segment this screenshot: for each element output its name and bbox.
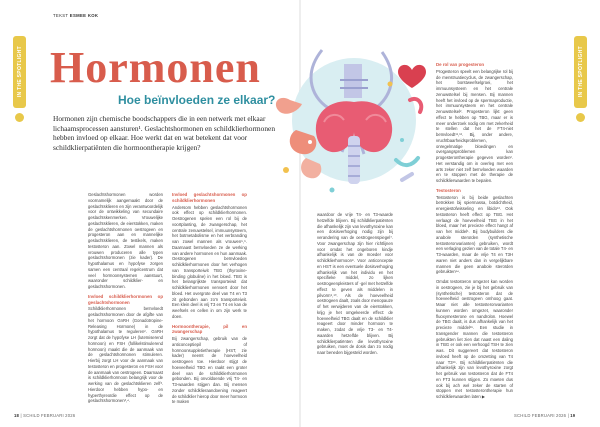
section-heading: Testosteron [436,187,461,193]
section-dot-icon [576,113,585,122]
footer-left [14,413,75,418]
section-dot-icon [15,113,24,122]
section-tab-left [13,36,26,108]
section-tab-label: IN THE SPOTLIGHT [16,46,23,98]
article-title: Hormonen [50,43,261,92]
article-intro: Hormonen zijn chemische boodschappers die in een netwerk met elkaar lichaamsprocessen aansturen¹. Geslachtshormonen en schildklierhormonen hebben invloed op elkaar. Hoe werkt dat en wat betekent dat voor schildklierpatiënten die hormoontherapie krijgen? [53,114,276,152]
paragraph: Andersom hebben geslachtshormonen ook effect op schildklierhormonen. Oestrogenen spelen een rol bij de voortplanting, de zwangerschap, het centrale zenuwstelsel, immuunsysteem, het botmetabolisme en het verbranding van zowel mannen als vrouwen⁵,⁶. Daarnaast beïnvloeden ze de werking van andere hormonen en hun aanmaak. Oestrogenen beïnvloeden schildklierhormonen door het verhogen van transporteiwit TBG (thyroxine-binding globuline) in het bloed. TBG is het belangrijkste transporteiwit dat schildklierhormonen vervoert door het bloed. Het overgrote deel van T4 en T3 zit gebonden aan zo'n transporteiwit. Een klein deel is vrij T3 en T4 en kan de weefsels en cellen in om zijn werk te doen. [172,204,247,319]
footer-right [514,413,575,418]
paragraph: Testosteron is bij beide geslachten betrokken bij spiermassa, botdichtheid, energiestofwisseling en libido¹³. Ook testosteron heeft effect op TBG. Het verlaagt de hoeveelheid TBG in het bloed, maar het precieze effect hangt af van het middel¹. Bij bodybuilders die anabole steroïden (synthetische testosteronvarianten) gebruiken, wordt een verlaging gezien van de totale T4- en T3-waarden, maar de vrije T4 en T3H waren niet anders dan in vergelijkbare mannen die geen anabole steroïden gebruikten¹⁴. [436,194,513,275]
thyroid-hormones-illustration-icon [262,40,432,210]
issue-label: SCHILD FEBRUARI 2026 [514,413,567,418]
page-number: 18 [14,413,20,418]
text-column-4 [436,62,513,404]
text-column-2 [172,192,247,409]
paragraph: Omdat testosteron omgezet kan worden in oestrogeen, zie je bij het gebruik van (synthetische) testosteron dat de hoeveelheid oestrogeen omhoog gaat. Maar niet alle testosteronvarianten kunnen worden omgezet, waaronder fluoxymesterone en nandrolon. Hoewel de TBG daalt, is dus afhankelijk van het precieze middel¹⁵. Een studie in transgender mannen die testosteron gebruikten liet zien dat naast een daling in TBG er ook een verhoogd TSH te zien was. Dit suggereert dat testosteron invloed heeft op de omzetting van T4 naar T3¹⁶. Bij schildklierpatiënten die afhankelijk zijn van levothyroxine zorgt het gebruik van testosteron dat de FT4 en FT3 kunnen stijgen. Zo moeten dus ook bij ach wel zeker de starten of stoppen met testosterontherapie hun schildklierwaarden laten ▶ [436,279,513,399]
issue-label: SCHILD FEBRUARI 2026 [23,413,76,418]
paragraph: Progesteron speelt een belangrijke rol bij de menstruatiecyclus, de zwangerschap, het borstweefselgroei, het immuunsysteem en het centrale zenuwstelsel bij mensen. Bij mannen heeft het invloed op de spermaproductie, het immuunsysteem en het centrale zenuwstelsel². Progesteron lijkt geen effect te hebben op TBG, maar er is meer onderzoek nodig om met zekerheid te stellen dat het de FT4-niet beïnvloedt¹¹,¹². Bij, onder andere, vruchtbaarheidsproblemen, onregelmatige bloedingen en overgangsproblemen kan progesterontherapie gegeven worden². Het verstandig om in overleg met een arts zeker niet zelf beïnvloeden waarden en te stoppen met de therapie de schildklierwaarden te bepalen. [436,68,513,183]
text-column-3 [317,212,393,360]
paragraph: Bij zwangerschap, gebruik van de anticonceptiepil of hormoonsuppletietherapie (HST, zie kader) neemt de hoeveelheid oestrogeen toe. Hierdoor stijgt de hoeveelheid TBG en raakt een groter deel van de schildklierhormonen gebonden. Bij onvoldoende vrij T4- en T3-waarden stijgen dan. Bij mensen zonder schildklieraandoening reageert de schildklier hierop door meer hormoon te maken [172,336,247,405]
section-tab-label: IN THE SPOTLIGHT [577,46,584,98]
footer-separator: | [20,413,22,418]
text-column-1 [88,192,163,408]
byline-label: TEKST [53,13,69,18]
paragraph: Geslachtshormonen worden voornamelijk aangemaakt door de geslachtsklieren en zijn verantwoordelijk voor de ontwikkeling van secundaire geslachtskenmerken. Vrouwelijke geslachtsklieren, de eierstokken, maken de geslachtshormonen oestrogeen en progesteron aan en mannelijke geslachtsklieren, de testikels, maken testosteron aan. Zowel mannen als vrouwen produceren alle typen geslachtshormonen (zie kader). De hypothalamus en hypofyse zorgen samen een centraal regelcentrum dat veel hormoonsystemen aanstuurt, waaronder schildklier- en geslachtshormonen. [88,192,163,289]
byline [53,13,98,18]
article-subtitle: Hoe beïnvloeden ze elkaar? [118,93,276,107]
byline-author: ESMEE KOK [69,13,99,18]
section-heading: De rol van progesteron [436,62,485,67]
footer-separator: | [567,413,569,418]
page-number: 19 [570,413,576,418]
paragraph: Schildklierhormonen beïnvloedt geslachtshormonen door de afgifte van het hormoon GnRH (Gonadotropine-Releasing Hormone) in de hypothalamus te reguleren². GnRH zorgt dat de hypofyse LH (luteïniserend hormoon) en FSH (follikelstimulerend hormoon) maakt die de aanmaak van de geslachtshormonen stimuleren. Hierbij zorgt LH voor de aanmaak van testosteron en progesteron en FSH voor de aanmaak van oestrogeen. Daarnaast is schildklierhormoon belangrijk voor de werking van de geslachtsklieren zelf³. Hierdoor hebben hypo- en hyperthyreoïdie effect op de geslachtshormonen³,⁴. [88,306,163,404]
section-heading: Invloed schildklierhormonen op geslachtshormonen [88,293,163,305]
section-heading: Hormoontherapie, pil en zwangerschap [172,323,247,335]
section-heading: Invloed geslachtshormonen op schildklierhormonen [172,192,247,203]
paragraph: waardoor de vrije T4- en T3-waarde hetzelfde blijven. Bij schildklierpatiënten die afhankelijk zijn van levothyroxine kan een dosisverhoging nodig zijn bij verandering van de oestrogeenspiegel⁷. Voor zwangerschap zijn hier richtlijnen voor omdat het ongeboren kindje afhankelijk is van de moeder voor schildklierhormoon⁸. Voor anticonceptie en HST is een eventuele dosisverhoging afhankelijk van het individu en het specifieke middel, zo lijken oestrogeenpleisters of -gel met hetzelfde effect te geven als middelen in pilvorm⁹,¹⁰. Als de hoeveelheid oestrogeen daalt, zoals door menopauze of het verwijderen van de eierstokken, krijg je het omgekeerde effect: de hoeveelheid TBG daalt en de schildklier reageert door minder hormoon te maken, zodat de vrije T3- en T4-waarden hetzelfde blijven. Bij schildklierpatiënten die levothyroxine gebruiken, moet de dosis dan zo nodig naar beneden bijgesteld worden. [317,212,393,355]
section-tab-right [574,36,587,108]
